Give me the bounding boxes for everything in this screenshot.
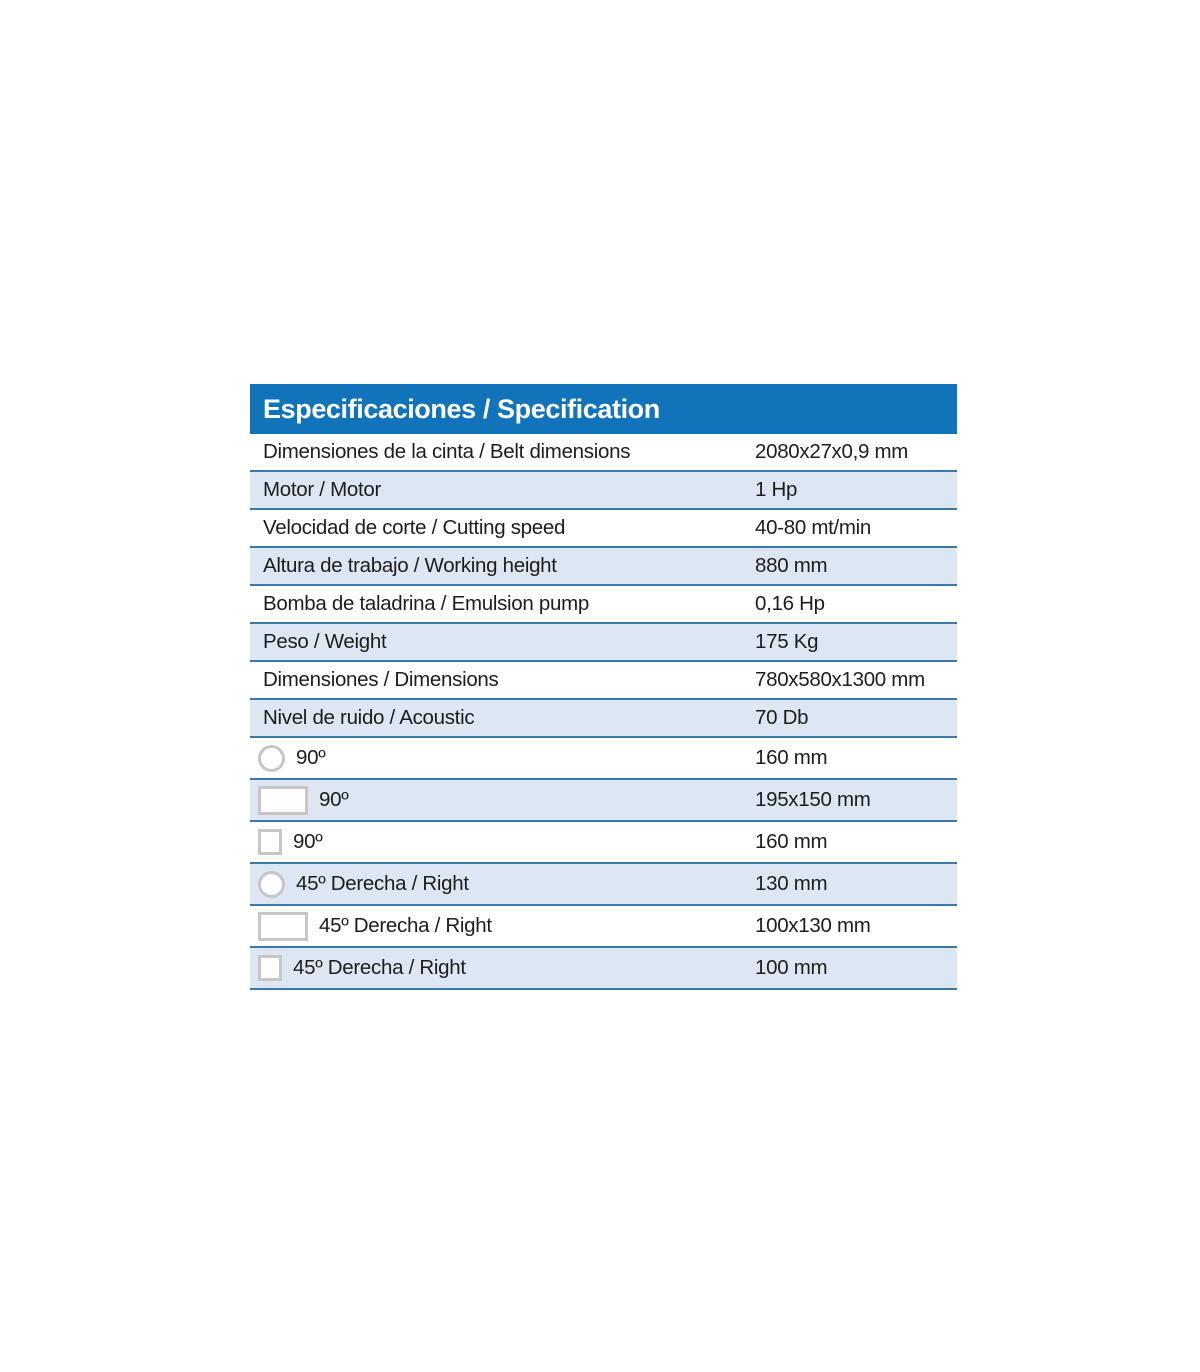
row-value: 780x580x1300 mm [755, 668, 925, 691]
row-value: 195x150 mm [755, 788, 871, 811]
row-value: 100x130 mm [755, 914, 871, 937]
table-row [250, 548, 957, 586]
square-bar-icon [258, 829, 282, 855]
spec-table-header [250, 384, 957, 434]
table-row [250, 822, 957, 864]
table-row [250, 510, 957, 548]
row-label: 45º Derecha / Right [296, 872, 469, 895]
spec-table [250, 384, 957, 990]
row-label: Altura de trabajo / Working height [263, 554, 557, 577]
spec-table-title: Especificaciones / Specification [263, 393, 660, 424]
row-value: 160 mm [755, 746, 828, 769]
spec-table-rows [250, 434, 957, 990]
row-value: 160 mm [755, 830, 828, 853]
row-label-cell [250, 786, 348, 815]
row-label-cell [250, 554, 557, 578]
square-bar-icon [258, 955, 282, 981]
row-label-cell [250, 912, 492, 941]
row-label-cell [250, 630, 386, 654]
rectangular-bar-icon [258, 786, 308, 815]
row-value: 130 mm [755, 872, 828, 895]
table-row [250, 780, 957, 822]
round-bar-icon [258, 871, 285, 898]
table-row [250, 586, 957, 624]
row-label-cell [250, 871, 469, 898]
row-label: Peso / Weight [263, 630, 387, 653]
row-value: 40-80 mt/min [755, 516, 872, 539]
row-label: 45º Derecha / Right [319, 914, 492, 937]
row-label: 90º [319, 788, 349, 811]
table-row [250, 948, 957, 990]
row-label: 45º Derecha / Right [293, 956, 466, 979]
table-row [250, 472, 957, 510]
row-label: Dimensiones de la cinta / Belt dimensions [263, 440, 631, 463]
row-value: 880 mm [755, 554, 828, 577]
table-row [250, 662, 957, 700]
table-row [250, 624, 957, 662]
row-label: Nivel de ruido / Acoustic [263, 706, 475, 729]
row-value: 70 Db [755, 706, 809, 729]
row-label-cell [250, 668, 498, 692]
row-value: 2080x27x0,9 mm [755, 440, 909, 463]
row-label: 90º [293, 830, 323, 853]
table-row [250, 864, 957, 906]
row-label-cell [250, 706, 474, 730]
row-label-cell [250, 516, 565, 540]
rectangular-bar-icon [258, 912, 308, 941]
row-value: 1 Hp [755, 478, 798, 501]
row-label-cell [250, 745, 325, 772]
row-label: 90º [296, 746, 326, 769]
row-label: Bomba de taladrina / Emulsion pump [263, 592, 589, 615]
row-value: 0,16 Hp [755, 592, 825, 615]
row-value: 175 Kg [755, 630, 819, 653]
row-label: Motor / Motor [263, 478, 381, 501]
table-row [250, 738, 957, 780]
row-label-cell [250, 955, 466, 981]
row-label-cell [250, 440, 630, 464]
row-label-cell [250, 478, 381, 502]
round-bar-icon [258, 745, 285, 772]
row-label-cell [250, 592, 589, 616]
row-value: 100 mm [755, 956, 828, 979]
table-row [250, 906, 957, 948]
row-label: Dimensiones / Dimensions [263, 668, 499, 691]
row-label: Velocidad de corte / Cutting speed [263, 516, 566, 539]
table-row [250, 434, 957, 472]
table-row [250, 700, 957, 738]
row-label-cell [250, 829, 322, 855]
